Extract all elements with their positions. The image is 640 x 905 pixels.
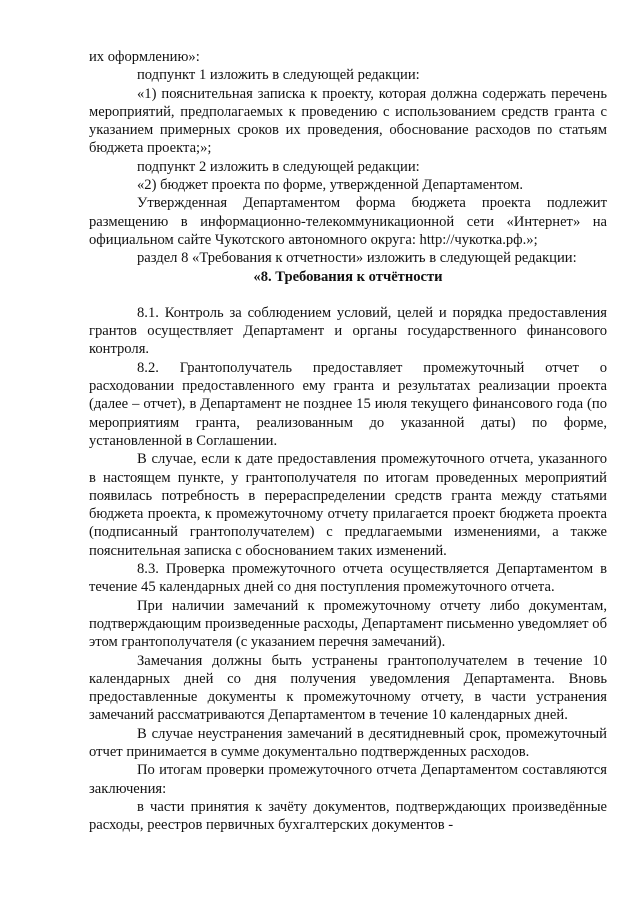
paragraph: Утвержденная Департаментом форма бюджета проекта подлежит размещению в информационно-телекоммуникационной сети «Интернет» на официальном сайте Чукотского автономного округа: http://чукотка.рф.»; <box>89 195 607 248</box>
paragraph: В случае неустранения замечаний в десятидневный срок, промежуточный отчет принимается в сумме документально подтвержденных расходов. <box>89 725 607 760</box>
paragraph: подпункт 2 изложить в следующей редакции: <box>137 158 420 175</box>
paragraph: подпункт 1 изложить в следующей редакции: <box>137 67 420 84</box>
paragraph: В случае, если к дате предоставления промежуточного отчета, указанного в настоящем пункте, у грантополучателя по итогам проведенных мероприятий появилась потребность в перераспределении средств гранта между статьями бюджета проекта, к промежуточному отчету прилагается проект бюджета проекта (подписанный грантополучателем) с предлагаемыми изменениями, а также пояснительная записка с обоснованием таких изменений. <box>89 451 607 559</box>
paragraph: 8.3. Проверка промежуточного отчета осуществляется Департаментом в течение 45 календарных дней со дня поступления промежуточного отчета. <box>89 561 607 596</box>
paragraph: раздел 8 «Требования к отчетности» изложить в следующей редакции: <box>137 250 577 267</box>
paragraph: 8.2. Грантополучатель предоставляет промежуточный отчет о расходовании предоставленного ему гранта и результатах реализации проекта (далее – отчет), в Департамент не позднее 15 июля текущего финансового года (по мероприятиям гранта, реализованным до указанной даты) по форме, установленной в Соглашении. <box>89 359 607 449</box>
document-body <box>89 48 607 834</box>
paragraph: «1) пояснительная записка к проекту, которая должна содержать перечень мероприятий, предполагаемых к проведению с использованием средств гранта с указанием примерных сроков их проведения, обоснование расходов по статьям бюджета проекта;»; <box>89 85 607 157</box>
paragraph: 8.1. Контроль за соблюдением условий, целей и порядка предоставления грантов осуществляет Департамент и органы государственного финансового контроля. <box>89 304 607 358</box>
paragraph: в части принятия к зачёту документов, подтверждающих произведённые расходы, реестров первичных бухгалтерских документов - <box>89 798 607 834</box>
paragraph: Замечания должны быть устранены грантополучателем в течение 10 календарных дней со дня получения уведомления Департамента. Вновь предоставленные документы к промежуточному отчету, в части устранения замечаний рассматриваются Департаментом в течение 10 календарных дней. <box>89 652 607 724</box>
section-heading: «8. Требования к отчётности <box>253 268 443 285</box>
paragraph: «2) бюджет проекта по форме, утвержденной Департаментом. <box>137 177 523 194</box>
paragraph: их оформлению»: <box>89 49 200 65</box>
paragraph: По итогам проверки промежуточного отчета Департаментом составляются заключения: <box>89 762 607 797</box>
paragraph: При наличии замечаний к промежуточному отчету либо документам, подтверждающим произведенные расходы, Департамент письменно уведомляет об этом грантополучателя (с указанием перечня замечаний). <box>89 597 607 651</box>
